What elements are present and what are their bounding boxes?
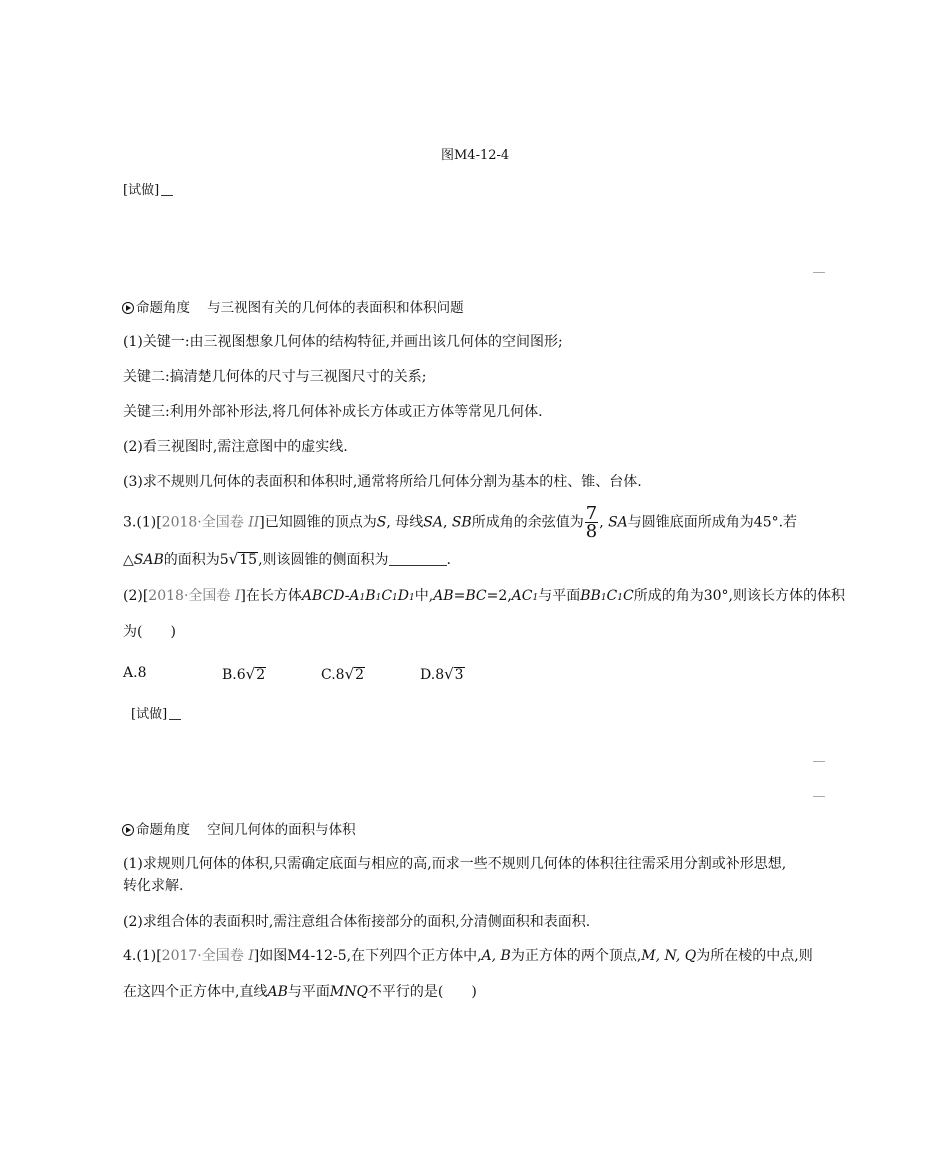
sub: 1 (532, 593, 539, 603)
source-year: 2018 (161, 514, 198, 531)
text: 与平面 (538, 588, 581, 604)
section-heading-2 (122, 818, 356, 838)
q-prefix: 3.(1)[ (123, 514, 162, 531)
radicand: 2 (256, 667, 266, 683)
play-circle-icon (122, 302, 134, 314)
heading-label: 命题角度 (136, 822, 190, 838)
section-heading-1 (122, 296, 464, 316)
try-blank[interactable] (169, 718, 181, 720)
option-a[interactable] (123, 665, 146, 681)
triangle-symbol: △ (123, 552, 134, 568)
text: ,则该圆锥的侧面积为 (258, 552, 389, 568)
section1-p3: 关键三:利用外部补形法,将几何体补成长方体或正方体等常见几何体. (123, 404, 543, 420)
option-label: A. (123, 665, 138, 681)
text: 2, (498, 588, 512, 604)
var: AC (511, 588, 533, 604)
option-label: B. (222, 667, 237, 683)
section1-p5: (3)求不规则几何体的表面积和体积时,通常将所给几何体分割为基本的柱、锥、台体. (123, 474, 642, 490)
var: AB (267, 984, 288, 1000)
try-text: [试做] (131, 707, 168, 722)
sub: 1 (359, 593, 366, 603)
section1-p2: 关键二:搞清楚几何体的尺寸与三视图尺寸的关系; (123, 369, 427, 385)
denominator: 8 (585, 521, 598, 542)
option-b[interactable] (222, 665, 266, 683)
source-name: ·全国卷 (183, 588, 231, 604)
var: AB=BC= (433, 588, 499, 604)
text: ]在长方体 (240, 588, 302, 604)
try-blank[interactable] (161, 194, 173, 196)
text: ]已知圆锥的顶点为 (259, 514, 377, 531)
q-prefix: (2)[ (123, 588, 149, 604)
figure-caption: 图M4-12-4 (441, 148, 510, 163)
sub: 1 (392, 593, 398, 603)
margin-dash (813, 272, 825, 273)
fraction (585, 505, 598, 540)
section2-p1: (1)求规则几何体的体积,只需确定底面与相应的高,而求一些不规则几何体的体积往往需采用分割或补形思想, (123, 856, 787, 872)
option-label: C. (321, 667, 336, 683)
option-value: 6 (236, 667, 246, 683)
text: 与圆锥底面所成角为45°.若 (627, 514, 798, 531)
sqrt-symbol: √ (245, 665, 256, 683)
source-year: 2018 (148, 588, 184, 604)
heading-label: 命题角度 (136, 300, 190, 316)
var: S (376, 514, 387, 531)
text: 在这四个正方体中,直线 (123, 984, 268, 1000)
radicand: 2 (355, 667, 365, 683)
var: C (606, 588, 618, 604)
text: . (446, 552, 451, 568)
var: D (397, 588, 409, 604)
source-vol: II (248, 514, 260, 531)
radicand: 15 (239, 552, 258, 568)
question-3-part-2 (123, 585, 845, 605)
answer-blank[interactable] (389, 564, 447, 566)
try-label-2 (131, 703, 181, 722)
text: 为所在棱的中点,则 (696, 948, 813, 964)
var: SA (423, 514, 443, 531)
var: B (365, 588, 376, 604)
sqrt-symbol: √ (444, 665, 454, 683)
var: SA (608, 514, 628, 531)
var: MNQ (329, 984, 368, 1000)
try-label-1 (123, 179, 173, 198)
text: , 母线 (386, 514, 424, 531)
source-year: 2017 (161, 948, 198, 964)
question-3-part-1 (123, 505, 797, 540)
sub: 1 (375, 593, 382, 603)
var: SAB (133, 552, 164, 568)
option-value: 8 (435, 667, 445, 683)
source-name: ·全国卷 (197, 514, 244, 531)
text: 不平行的是( ) (367, 984, 477, 1000)
text: 所成的角为30°,则该长方体的体积 (633, 588, 845, 604)
sub: 1 (600, 593, 607, 603)
source-vol: I (234, 588, 241, 604)
var: C (381, 588, 393, 604)
text: , (442, 514, 452, 531)
option-label: D. (420, 667, 436, 683)
var: A, B (481, 948, 511, 964)
option-c[interactable] (321, 665, 365, 683)
option-d[interactable] (420, 665, 465, 683)
heading-topic: 空间几何体的面积与体积 (207, 822, 356, 838)
var: BB (580, 588, 601, 604)
text: 中, (414, 588, 434, 604)
try-text: [试做] (123, 183, 160, 198)
option-value: 8 (137, 665, 147, 681)
text: 所成角的余弦值为 (471, 514, 584, 531)
sqrt-symbol: √ (344, 665, 355, 683)
source-name: ·全国卷 (197, 948, 244, 964)
text: 为正方体的两个顶点, (510, 948, 642, 964)
question-3-part-2-line-2: 为( ) (123, 624, 176, 640)
text: , (599, 514, 609, 531)
var: C (623, 588, 634, 604)
section1-p1: (1)关键一:由三视图想象几何体的结构特征,并画出该几何体的空间图形; (123, 334, 563, 350)
question-4-part-1 (123, 945, 813, 965)
question-3-part-1-line-2 (123, 549, 451, 569)
text: ]如图M4-12-5,在下列四个正方体中, (253, 948, 482, 964)
radicand: 3 (454, 667, 464, 683)
question-4-part-1-line-2 (123, 981, 477, 1001)
heading-topic: 与三视图有关的几何体的表面积和体积问题 (207, 300, 464, 316)
margin-dash (813, 796, 825, 797)
var: ABCD-A (301, 588, 360, 604)
sub: 1 (617, 593, 623, 603)
text: 与平面 (287, 984, 330, 1000)
sqrt-symbol: √ (228, 550, 239, 568)
text: 的面积为5 (163, 552, 229, 568)
numerator: 7 (585, 503, 598, 524)
section2-p1-cont: 转化求解. (123, 878, 184, 894)
var: SB (451, 514, 472, 531)
option-value: 8 (335, 667, 345, 683)
play-circle-icon (122, 824, 134, 836)
margin-dash (813, 761, 825, 762)
section1-p4: (2)看三视图时,需注意图中的虚实线. (123, 439, 348, 455)
var: M, N, Q (641, 948, 697, 964)
sub: 1 (409, 593, 415, 603)
section2-p2: (2)求组合体的表面积时,需注意组合体衔接部分的面积,分清侧面积和表面积. (123, 914, 591, 930)
q-prefix: 4.(1)[ (123, 948, 162, 964)
source-vol: I (248, 948, 254, 964)
